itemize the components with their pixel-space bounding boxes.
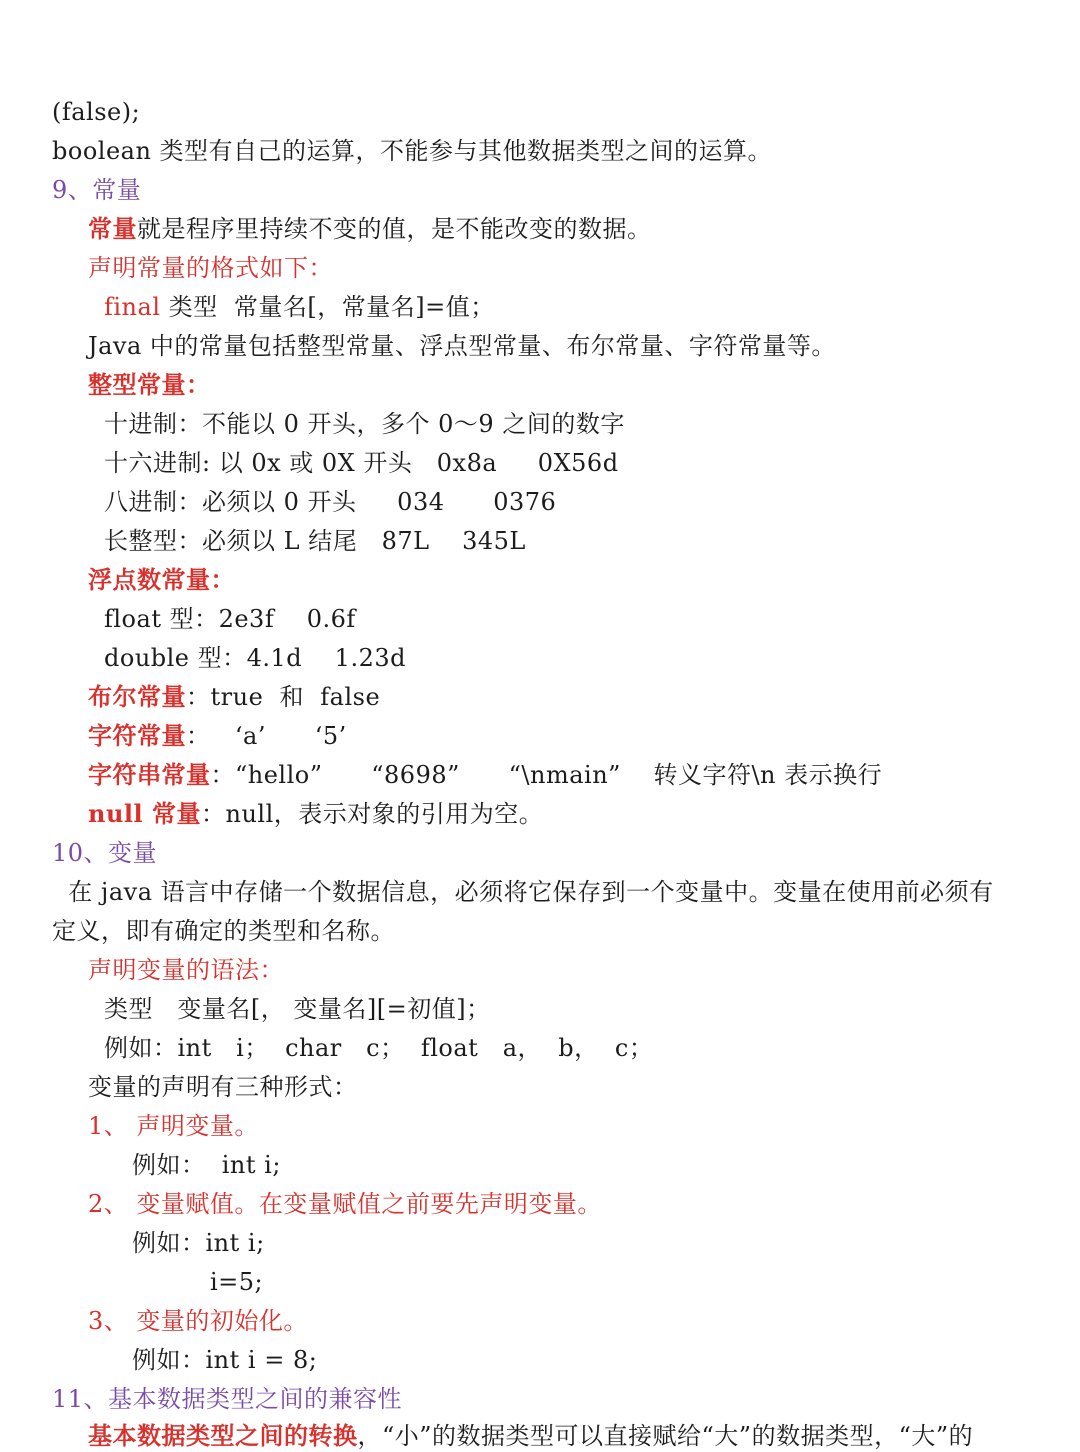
text-line xyxy=(88,798,543,830)
section-heading-9: 9、常量 xyxy=(52,176,142,204)
subheading: 声明变量的语法： xyxy=(88,956,284,984)
code-line: 例如：int i; xyxy=(132,1229,265,1257)
text-line: (false); xyxy=(52,98,141,126)
text-run: ：null，表示对象的引用为空。 xyxy=(201,800,544,828)
text-run: 类型 常量名[，常量名]=值； xyxy=(160,293,495,321)
text-line: float 型：2e3f 0.6f xyxy=(104,605,356,633)
subheading: 浮点数常量： xyxy=(88,565,235,594)
code-line: 例如： int i; xyxy=(132,1151,281,1179)
highlight-term: 基本数据类型之间的转换 xyxy=(88,1421,358,1450)
highlight-term: 布尔常量 xyxy=(88,682,186,711)
section-heading-10: 10、变量 xyxy=(52,839,158,867)
text-line xyxy=(88,213,652,245)
text-line: 长整型：必须以 L 结尾 87L 345L xyxy=(104,527,526,555)
highlight-term: null 常量 xyxy=(88,799,201,828)
text-line: 变量的声明有三种形式： xyxy=(88,1073,358,1101)
text-line: 十进制：不能以 0 开头，多个 0～9 之间的数字 xyxy=(104,410,625,438)
section-heading-11: 11、基本数据类型之间的兼容性 xyxy=(52,1385,403,1413)
text-line: Java 中的常量包括整型常量、浮点型常量、布尔常量、字符常量等。 xyxy=(88,332,836,360)
code-line xyxy=(104,291,495,323)
list-item: 2、 变量赋值。在变量赋值之前要先声明变量。 xyxy=(88,1190,602,1218)
text-line xyxy=(88,759,882,791)
text-run: ：true 和 false xyxy=(186,683,381,711)
code-line: 例如：int i = 8; xyxy=(132,1346,318,1374)
code-line: 例如：int i； char c； float a， b， c； xyxy=(104,1034,654,1062)
text-line: 在 java 语言中存储一个数据信息，必须将它保存到一个变量中。变量在使用前必须有 xyxy=(52,878,994,906)
text-line: double 型：4.1d 1.23d xyxy=(104,644,406,672)
text-line: boolean 类型有自己的运算，不能参与其他数据类型之间的运算。 xyxy=(52,137,773,165)
text-run: ，“小”的数据类型可以直接赋给“大”的数据类型，“大”的 xyxy=(357,1422,974,1450)
text-line: 十六进制: 以 0x 或 0X 开头 0x8a 0X56d xyxy=(104,449,619,477)
code-line: i=5; xyxy=(210,1268,264,1296)
keyword: final xyxy=(104,293,161,321)
text-line xyxy=(88,1420,1080,1452)
list-item: 3、 变量的初始化。 xyxy=(88,1307,308,1335)
text-line xyxy=(88,681,380,713)
text-line xyxy=(88,720,347,752)
text-run: ：“hello” “8698” “\nmain” 转义字符\n 表示换行 xyxy=(210,761,883,789)
highlight-term: 字符常量 xyxy=(88,721,186,750)
text-run: 就是程序里持续不变的值，是不能改变的数据。 xyxy=(137,215,652,243)
highlight-term: 字符串常量 xyxy=(88,760,211,789)
text-line: 定义，即有确定的类型和名称。 xyxy=(52,917,395,945)
text-run: ： ‘a’ ‘5’ xyxy=(186,722,347,750)
subheading: 整型常量： xyxy=(88,370,211,399)
subheading: 声明常量的格式如下： xyxy=(88,254,333,282)
code-line: 类型 变量名[， 变量名][=初值]； xyxy=(104,995,491,1023)
list-item: 1、 声明变量。 xyxy=(88,1112,259,1140)
highlight-term: 常量 xyxy=(88,214,137,243)
text-line: 八进制：必须以 0 开头 034 0376 xyxy=(104,488,557,516)
